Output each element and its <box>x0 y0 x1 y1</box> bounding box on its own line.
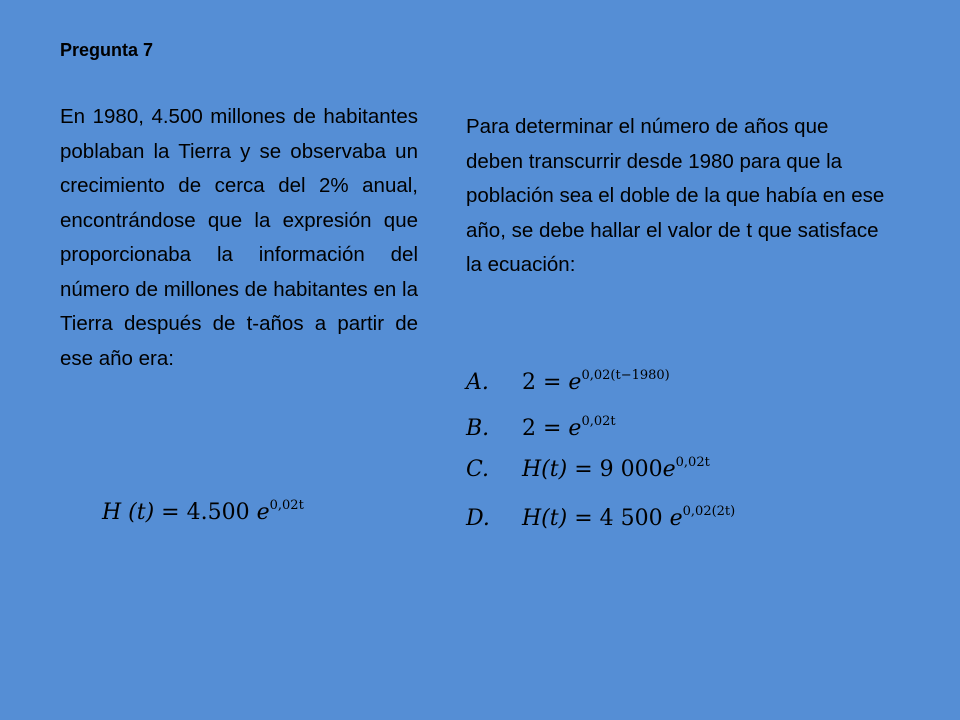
option-b-lhs: 2 <box>522 416 536 441</box>
option-d-exponent: 0,02(2t) <box>682 504 736 519</box>
option-d-letter: D. <box>466 506 490 531</box>
option-c-equals: = <box>567 457 600 482</box>
option-c-lhs: H(t) <box>522 457 568 482</box>
option-d-coefficient: 4 500 <box>599 506 670 531</box>
question-statement: Para determinar el número de años que deben transcurrir desde 1980 para que la población sea el doble de la que había en ese año, se debe hallar el valor de t que satisface la ecuación: <box>466 115 885 276</box>
option-b <box>466 416 616 448</box>
population-formula <box>102 500 304 525</box>
option-d-equals: = <box>567 506 600 531</box>
formula-exponent: 0,02t <box>269 498 304 513</box>
option-a-equals: = <box>536 370 569 395</box>
option-c-exponent: 0,02t <box>675 455 710 470</box>
option-a-exponent: 0,02(t−1980) <box>581 368 670 383</box>
option-d-lhs: H(t) <box>522 506 568 531</box>
option-d <box>466 506 735 538</box>
option-a-base: e <box>568 370 582 395</box>
option-d-base: e <box>669 506 683 531</box>
formula-base: e <box>256 500 270 525</box>
option-c-letter: C. <box>466 457 490 482</box>
slide-title: Pregunta 7 <box>60 40 154 60</box>
option-c-coefficient: 9 000 <box>599 457 663 482</box>
option-c-base: e <box>662 457 676 482</box>
option-c <box>466 457 710 489</box>
option-a <box>466 370 670 402</box>
problem-statement: En 1980, 4.500 millones de habitantes poblaban la Tierra y se observaba un crecimiento de cerca del 2% anual, encontrándose que la expresión que proporcionaba la información del número de millones de habitantes en la Tierra después de t-años a partir de ese año era: <box>60 105 418 370</box>
option-b-equals: = <box>536 416 569 441</box>
option-b-base: e <box>568 416 582 441</box>
option-a-letter: A. <box>466 370 489 395</box>
option-b-letter: B. <box>466 416 490 441</box>
option-b-exponent: 0,02t <box>581 414 616 429</box>
formula-coefficient: 4.500 <box>186 500 257 525</box>
formula-lhs: H (t) <box>102 500 155 525</box>
option-a-lhs: 2 <box>522 370 536 395</box>
formula-equals: = <box>154 500 187 525</box>
